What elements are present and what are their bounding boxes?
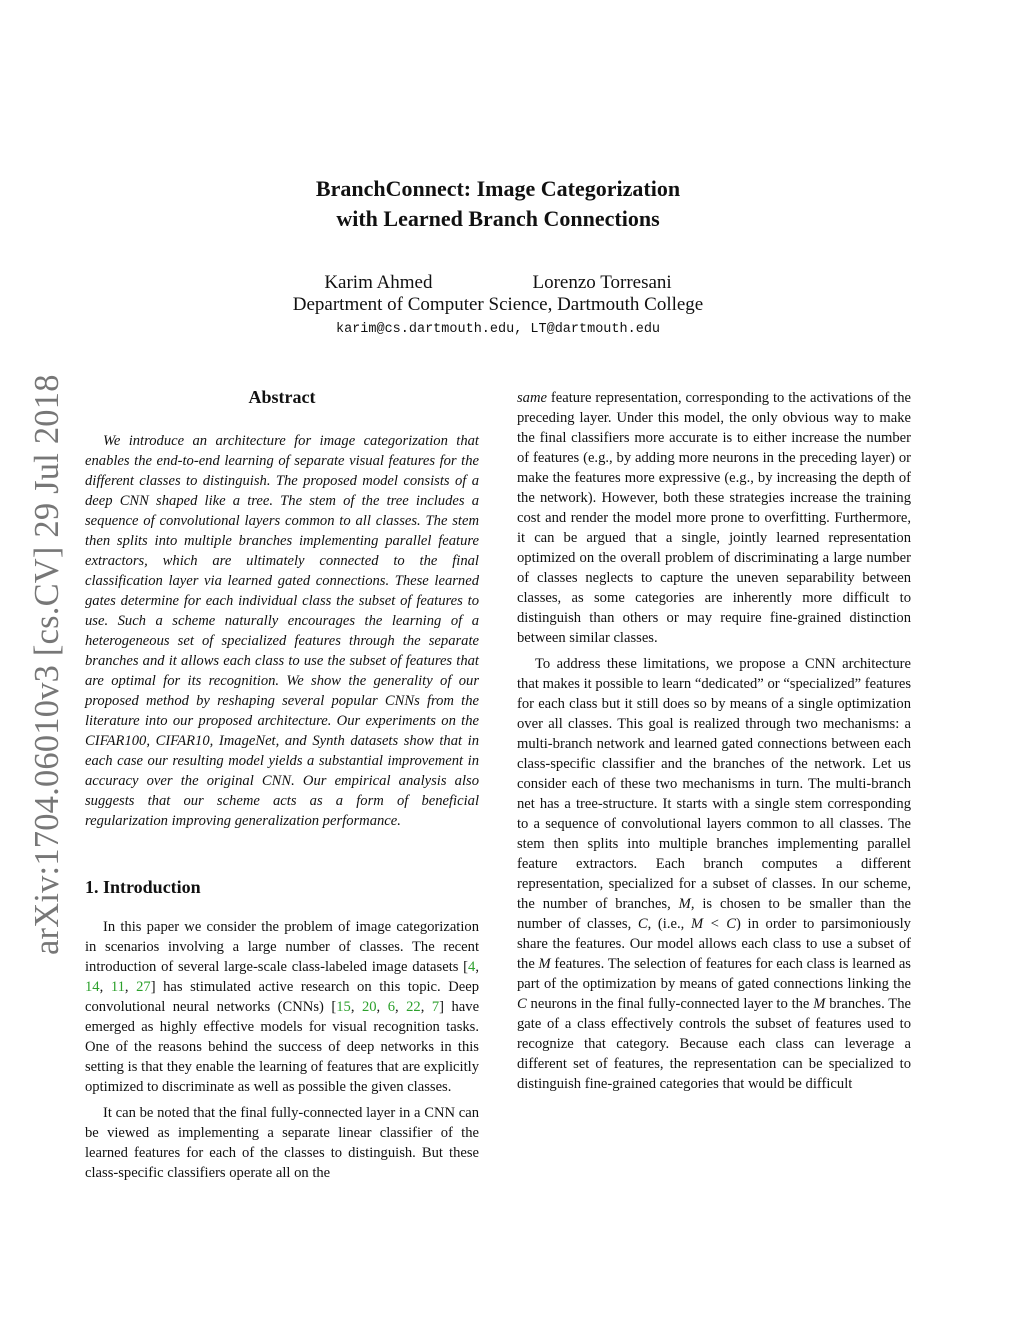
section-heading-introduction: 1. Introduction: [85, 877, 201, 897]
citation-link[interactable]: 20: [361, 999, 377, 1015]
math-symbol: M: [538, 956, 551, 972]
math-symbol: C: [637, 916, 648, 932]
right-column: [517, 388, 911, 1094]
intro-paragraph-continued: same feature representation, corresponding to the activations of the preceding layer. Under this model, the only obvious way to make the final classifiers more accurate is to either increase the number of features (e.g., by adding more neurons in the preceding layer) or make the features more expressive (e.g., by increasing the depth of the network). However, both these strategies increase the training cost and render the model more prone to overfitting. Furthermore, it can be argued that a single, jointly learned representation optimized on the overall problem of discriminating a large number of classes neglects to capture the uneven separability between classes, as some categories are inherently more difficult to distinguish than others or may require fine-grained distinction between similar classes.: [517, 390, 911, 646]
author-block: [200, 272, 796, 316]
citation-link[interactable]: 27: [136, 979, 151, 995]
math-symbol: M: [678, 896, 691, 912]
abstract-heading: Abstract: [248, 387, 316, 407]
citation-link[interactable]: 14: [85, 979, 100, 995]
author-name: Karim Ahmed: [324, 272, 433, 293]
citation-link[interactable]: 4: [468, 959, 476, 975]
affiliation: Department of Computer Science, Dartmouth College: [292, 294, 704, 315]
arxiv-identifier: arXiv:1704.06010v3 [cs.CV] 29 Jul 2018: [28, 374, 66, 955]
title-line-1: BranchConnect: Image Categorization: [315, 176, 681, 201]
citation-link[interactable]: 7: [431, 999, 440, 1015]
citation-link[interactable]: 11: [110, 979, 125, 995]
citation-link[interactable]: 15: [336, 999, 351, 1015]
intro-paragraph: To address these limitations, we propose a CNN architecture that makes it possible to learn “dedicated” or “specialized” features for each class but it still does so by means of a single optimization over all classes. This goal is realized through two mechanisms: a multi-branch network and learned gated connections between each class-specific classifier and the branches of the network. Let us consider each of these two mechanisms in turn. The multi-branch net has a tree-structure. It starts with a single stem corresponding to a sequence of convolutional layers common to all classes. The stem then splits into multiple branches implementing parallel feature extractors. Each branch computes a different representation, specialized for a subset of classes. In our scheme, the number of branches, M, is chosen to be smaller than the number of classes, C, (i.e., M < C) in order to parsimoniously share the features. Our model allows each class to use a subset of the M features. The selection of features for each class is learned as part of the optimization by means of gated connections linking the C neurons in the final fully-connected layer to the M branches. The gate of a class effectively controls the subset of features used to recognize that category. Because each class can leverage a different set of features, the representation can be specialized to distinguish fine-grained categories that would be difficult: [517, 656, 912, 1092]
math-relation: M < C: [690, 916, 736, 932]
paragraph-text: It can be noted that the final fully-connected layer in a CNN can be viewed as implementing a separate linear classifier of the learned features for each of the classes to distinguish. But these class-specific classifiers operate all on the: [85, 1105, 479, 1181]
title-line-2: with Learned Branch Connections: [336, 206, 660, 231]
author-names: [200, 272, 796, 294]
math-symbol: M: [813, 996, 826, 1012]
author-name: Lorenzo Torresani: [532, 272, 672, 293]
emphasis-text: same: [517, 390, 547, 406]
paper-title: [200, 174, 796, 234]
author-emails: karim@cs.dartmouth.edu, LT@dartmouth.edu: [335, 322, 661, 337]
intro-paragraph: [85, 1103, 479, 1183]
citation-link[interactable]: 22: [406, 999, 421, 1015]
math-symbol: C: [517, 996, 527, 1012]
left-column: [85, 385, 479, 1183]
abstract-text: We introduce an architecture for image categorization that enables the end-to-end learning of separate visual features for the different classes to distinguish. The proposed model consists of a deep CNN shaped like a tree. The stem of the tree includes a sequence of convolutional layers common to all classes. The stem then splits into multiple branches implementing parallel feature extractors, which are ultimately connected to the final classification layer via learned gated connections. These learned gates determine for each individual class the subset of features to use. Such a scheme naturally encourages the learning of a heterogeneous set of specialized features through the separate branches and it allows each class to use the subset of features that are optimal for its recognition. We show the generality of our proposed method by reshaping several popular CNNs from the literature into our proposed architecture. Our experiments on the CIFAR100, CIFAR10, ImageNet, and Synth datasets show that in each case our resulting model yields a substantial improvement in accuracy over the original CNN. Our empirical analysis also suggests that our scheme acts as a form of beneficial regularization improving generalization performance.: [85, 433, 479, 829]
intro-paragraph: In this paper we consider the problem of image categorization in scenarios involving a large number of classes. The recent introduction of several large-scale class-labeled image datasets [4, 14, 11, 27] has stimulated active research on this topic. Deep convolutional neural networks (CNNs) [15, 20, 6, 22, 7] have emerged as highly effective models for visual recognition tasks. One of the reasons behind the success of deep networks in this setting is that they enable the learning of features that are explicitly optimized to discriminate as well as possible the given classes.: [85, 919, 480, 1095]
citation-link[interactable]: 6: [387, 999, 395, 1015]
